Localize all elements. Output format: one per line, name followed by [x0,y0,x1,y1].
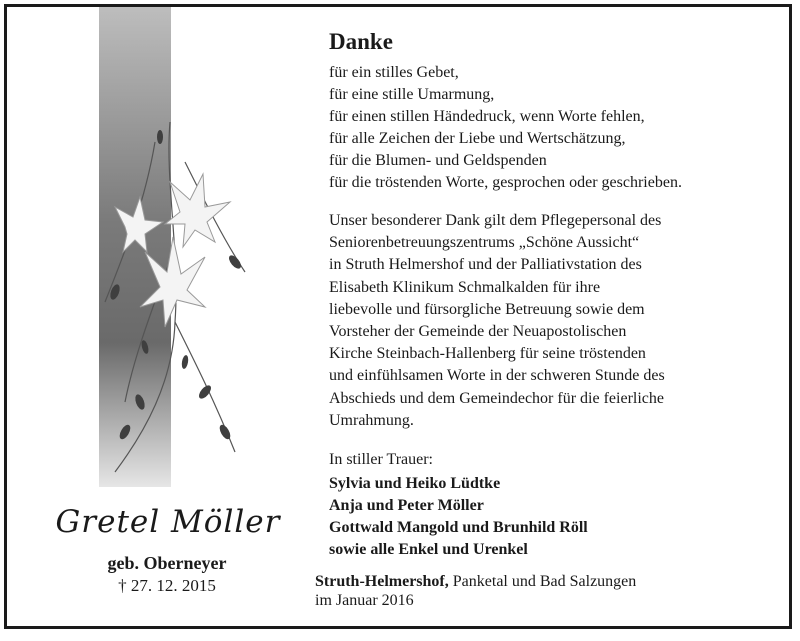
paragraph-line: Umrahmung. [329,411,414,429]
lily-bouquet-image [85,102,255,482]
gratitude-paragraph [329,210,729,432]
obituary-card [4,4,792,629]
paragraph-line: Kirche Steinbach-Hallenberg für seine tröstenden [329,345,646,363]
paragraph-line: Elisabeth Klinikum Schmalkalden für ihre [329,278,601,296]
thanks-line: für ein stilles Gebet, [329,64,459,81]
thanks-line: für eine stille Umarmung, [329,86,495,103]
thanks-line: für alle Zeichen der Liebe und Wertschätzung, [329,130,626,147]
paragraph-line: Unser besonderer Dank gilt dem Pflegepersonal des [329,212,662,229]
thanks-heading: Danke [329,29,393,54]
mourner-name: Sylvia und Heiko Lüdtke [329,475,501,492]
place-others: Panketal und Bad Salzungen [448,573,637,590]
mourner-name: Anja und Peter Möller [329,497,484,514]
thanks-line: für einen stillen Händedruck, wenn Worte fehlen, [329,108,645,125]
mourners-list [329,473,588,561]
mourning-intro: In stiller Trauer: [329,451,433,468]
mourner-name: sowie alle Enkel und Urenkel [329,541,528,558]
paragraph-line: und einfühlsamen Worte in der schweren Stunde des [329,367,665,385]
place-date: im Januar 2016 [315,592,414,609]
birth-name: geb. Oberneyer [107,553,227,573]
paragraph-line: Seniorenbetreuungszentrums „Schöne Aussicht“ [329,234,640,252]
mourner-name: Gottwald Mangold und Brunhild Röll [329,519,588,536]
paragraph-line: in Struth Helmershof und der Palliativstation des [329,256,642,274]
paragraph-line: Abschieds und dem Gemeindechor für die feierliche [329,389,664,407]
deceased-name: Gretel Möller [55,504,281,540]
paragraph-line: liebevolle und fürsorgliche Betreuung sowie dem [329,300,645,318]
death-date: † 27. 12. 2015 [118,576,216,595]
thanks-lines [329,62,682,194]
thanks-line: für die Blumen- und Geldspenden [329,152,547,169]
paragraph-line: Vorsteher der Gemeinde der Neuapostolischen [329,323,627,341]
thanks-line: für die tröstenden Worte, gesprochen oder geschrieben. [329,174,682,191]
place-and-date [315,572,636,610]
place-town: Struth-Helmershof, [315,573,449,590]
